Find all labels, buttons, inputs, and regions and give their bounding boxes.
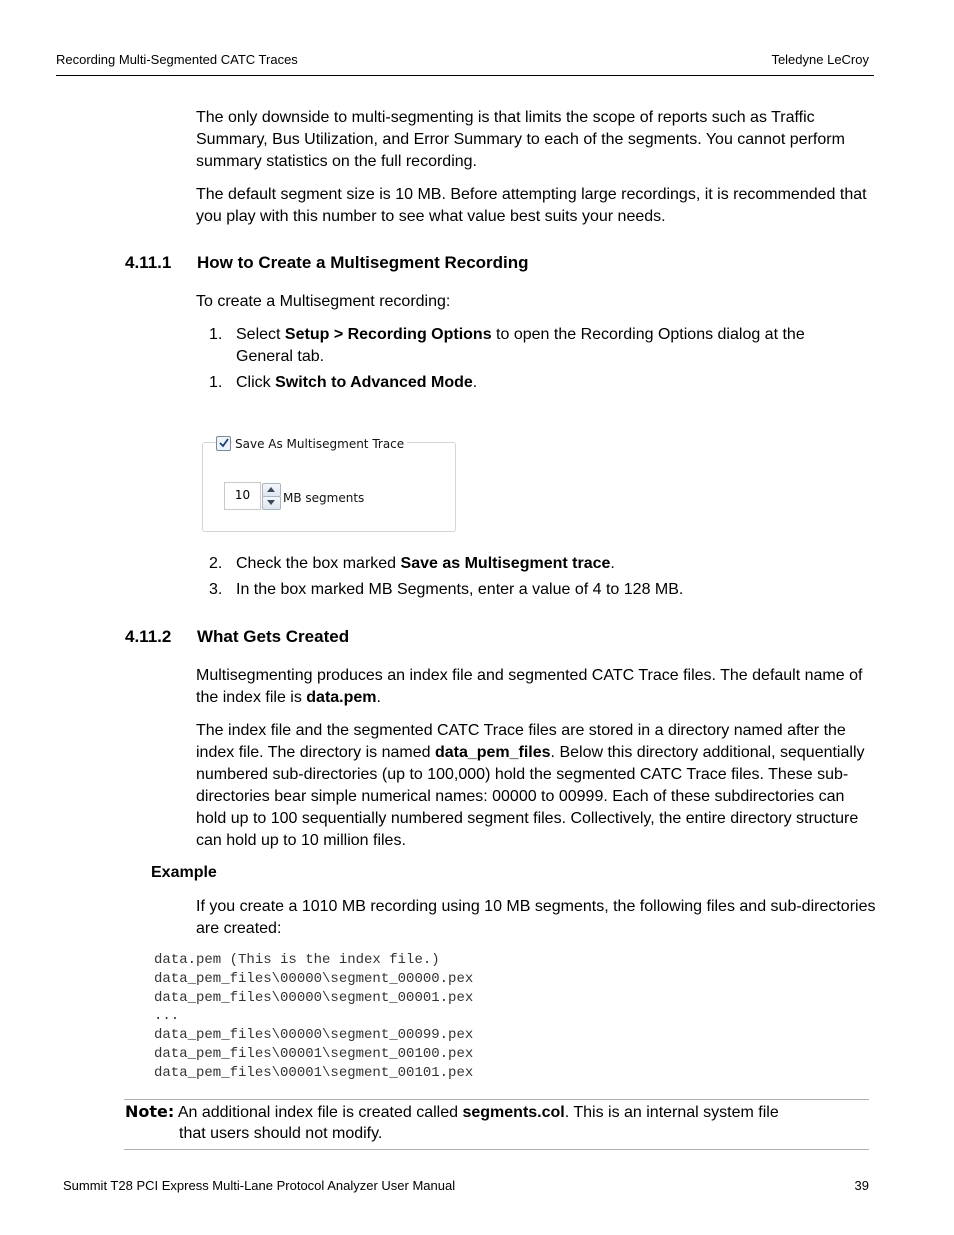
code-line: data_pem_files\00001\segment_00100.pex xyxy=(154,1046,474,1062)
save-multisegment-label: Save As Multisegment Trace xyxy=(232,437,407,451)
arrow-down-icon xyxy=(267,500,275,505)
arrow-up-icon xyxy=(267,487,275,492)
note-line-2: that users should not modify. xyxy=(179,1125,383,1142)
step-text: Click Switch to Advanced Mode. xyxy=(236,374,478,391)
example-heading: Example xyxy=(151,864,217,881)
step-text: Check the box marked Save as Multisegment trace. xyxy=(236,555,615,572)
code-line: data_pem_files\00001\segment_00101.pex xyxy=(154,1065,474,1081)
example-text: If you create a 1010 MB recording using 10 MB segments, the following files and sub-directories are created: xyxy=(196,898,876,937)
note-bottom-rule xyxy=(124,1149,869,1150)
segment-size-input[interactable]: 10 xyxy=(224,482,261,510)
step-item xyxy=(209,553,869,575)
code-line: ... xyxy=(154,1008,180,1024)
checkmark-icon xyxy=(218,437,230,449)
code-line: data.pem (This is the index file.) xyxy=(154,952,440,968)
page-number: 39 xyxy=(854,1178,869,1193)
save-multisegment-checkbox[interactable] xyxy=(216,436,231,451)
step-item xyxy=(209,324,869,368)
running-header-company: Teledyne LeCroy xyxy=(771,52,869,67)
section2-paragraph-1: Multisegmenting produces an index file and segmented CATC Trace files. The default name of the index file is data.pem. xyxy=(196,667,863,706)
code-line: data_pem_files\00000\segment_00099.pex xyxy=(154,1027,474,1043)
footer-manual-title: Summit T28 PCI Express Multi-Lane Protocol Analyzer User Manual xyxy=(63,1178,456,1193)
section-heading-4-11-2 xyxy=(125,627,825,649)
intro-paragraph-2: The default segment size is 10 MB. Before attempting large recordings, it is recommended that you play with this number to see what value best suits your needs. xyxy=(196,186,867,225)
note-line-1: Note: An additional index file is created called segments.col. This is an internal system file xyxy=(125,1102,779,1121)
section-number: 4.11.1 xyxy=(125,253,172,272)
step-text: In the box marked MB Segments, enter a value of 4 to 128 MB. xyxy=(236,581,684,598)
step-number: 2. xyxy=(209,555,223,572)
section-title: What Gets Created xyxy=(197,627,350,646)
spin-down-button[interactable] xyxy=(262,496,281,510)
step-item xyxy=(209,372,869,394)
segment-unit-label: MB segments xyxy=(283,491,365,505)
section-number: 4.11.2 xyxy=(125,627,172,646)
step-number: 1. xyxy=(209,326,223,343)
step-item xyxy=(209,579,869,601)
code-line: data_pem_files\00000\segment_00001.pex xyxy=(154,990,474,1006)
spin-up-button[interactable] xyxy=(262,483,281,497)
note-label: Note: xyxy=(125,1102,175,1121)
section2-paragraph-2: The index file and the segmented CATC Trace files are stored in a directory named after the index file. The directory is named data_pem_files. Below this directory additional, sequentially numbered sub-directories (up to 100,000) hold the segmented CATC Trace files. These sub-directories bear simple numerical names: 00000 to 00999. Each of these subdirectories can hold up to 100 sequentially numbered segment files. Collectively, the entire directory structure can hold up to 10 million files. xyxy=(196,722,865,849)
header-rule xyxy=(56,75,874,76)
note-top-rule xyxy=(124,1099,869,1100)
running-header-title: Recording Multi-Segmented CATC Traces xyxy=(56,52,298,67)
step-number: 3. xyxy=(209,581,223,598)
code-line: data_pem_files\00000\segment_00000.pex xyxy=(154,971,474,987)
intro-paragraph-1: The only downside to multi-segmenting is that limits the scope of reports such as Traffic Summary, Bus Utilization, and Error Summary to each of the segments. You cannot perform summary statistics on the full recording. xyxy=(196,109,845,170)
section-title: How to Create a Multisegment Recording xyxy=(197,253,529,272)
step-text: Select Setup > Recording Options to open the Recording Options dialog at the General tab. xyxy=(236,326,805,365)
section1-lead: To create a Multisegment recording: xyxy=(196,293,451,310)
section-heading-4-11-1 xyxy=(125,253,825,275)
step-number: 1. xyxy=(209,374,223,391)
